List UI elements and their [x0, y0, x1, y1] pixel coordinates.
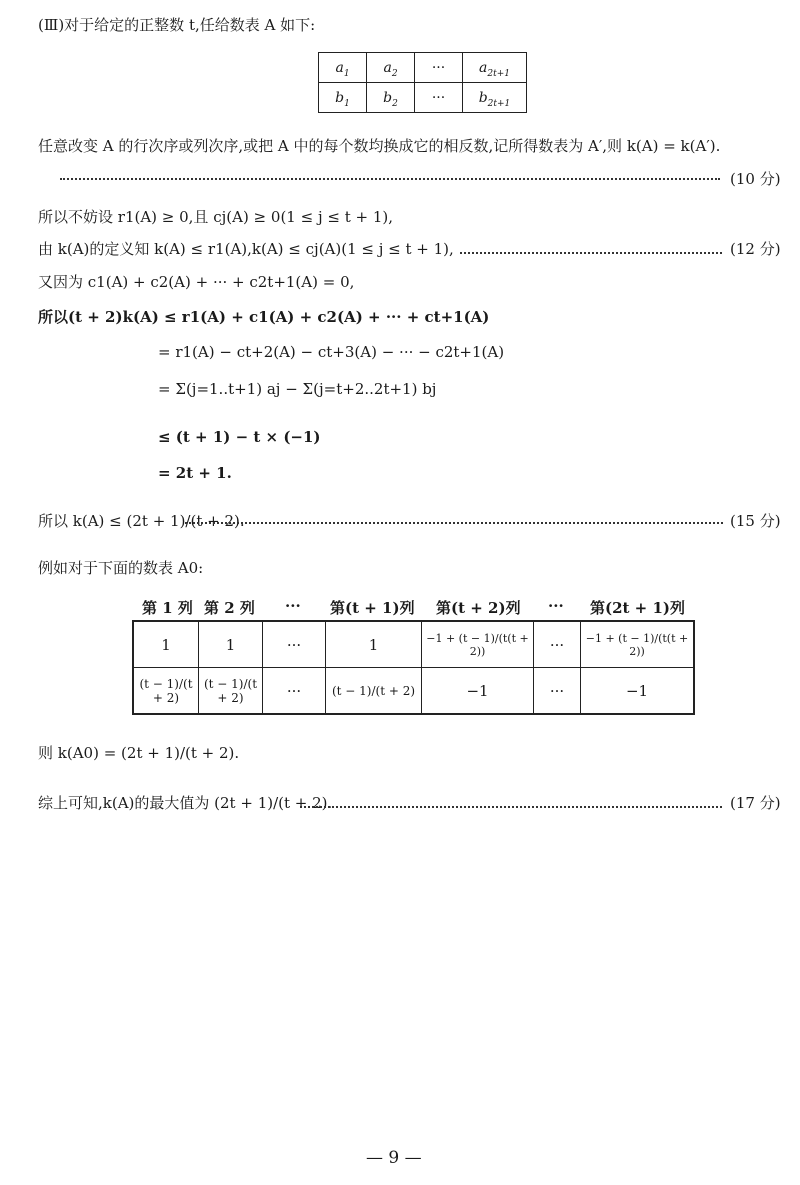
- line-then: 则 k(A0) = (2t + 1)/(t + 2).: [38, 744, 240, 762]
- score-17: (17 分): [730, 794, 781, 812]
- table-a0-cell: −1 + (t − 1)/(t(t + 2)): [422, 621, 534, 668]
- line-eq1: = r1(A) − ct+2(A) − ct+3(A) − ··· − c2t+1(A): [158, 343, 505, 361]
- table-a-cell: $a_2$: [367, 53, 415, 83]
- line-because: 又因为 c1(A) + c2(A) + ··· + c2t+1(A) = 0,: [38, 273, 355, 291]
- table-a0-cell: (t − 1)/(t + 2): [133, 668, 199, 715]
- score-12: (12 分): [730, 240, 781, 258]
- table-a-cell: ···: [415, 53, 463, 83]
- line-so: 所以(t + 2)k(A) ≤ r1(A) + c1(A) + c2(A) + ··· + ct+1(A): [38, 308, 490, 326]
- table-a0-cell: ···: [263, 668, 326, 715]
- table-a0-cell: 1: [133, 621, 199, 668]
- table-a0-cell: 1: [199, 621, 263, 668]
- line-example: 例如对于下面的数表 A0:: [38, 559, 204, 577]
- table-a0-cell: −1: [581, 668, 695, 715]
- table-a0-cell: 1: [326, 621, 422, 668]
- table-a0-cell: −1: [422, 668, 534, 715]
- col-header: ···: [285, 597, 301, 615]
- score-15: (15 分): [730, 512, 781, 530]
- line-change: 任意改变 A 的行次序或列次序,或把 A 中的每个数均换成它的相反数,记所得数表为 A′,则 k(A) = k(A′).: [38, 137, 721, 155]
- col-header: 第 2 列: [204, 599, 255, 617]
- table-a-cell: $b_1$: [319, 83, 367, 113]
- part3-intro: (Ⅲ)对于给定的正整数 t,任给数表 A 如下:: [38, 16, 316, 34]
- table-a-cell: $a_1$: [319, 53, 367, 83]
- page-number: — 9 —: [366, 1148, 422, 1168]
- line-final: 综上可知,k(A)的最大值为 (2t + 1)/(t + 2).: [38, 794, 333, 812]
- col-header: 第(t + 1)列: [330, 599, 415, 617]
- leader-dots: [460, 252, 722, 254]
- col-header: 第(2t + 1)列: [590, 599, 686, 617]
- table-a: [318, 52, 527, 113]
- line-eq2: = Σ(j=1..t+1) aj − Σ(j=t+2..2t+1) bj: [158, 380, 437, 398]
- table-a0: [132, 620, 695, 715]
- table-a0-cell: −1 + (t − 1)/(t(t + 2)): [581, 621, 695, 668]
- table-a0-cell: ···: [263, 621, 326, 668]
- line-assume: 所以不妨设 r1(A) ≥ 0,且 cj(A) ≥ 0(1 ≤ j ≤ t + 1),: [38, 208, 393, 226]
- table-a-cell: $a_{2t+1}$: [463, 53, 527, 83]
- col-header: ···: [548, 597, 564, 615]
- col-header: 第 1 列: [142, 599, 193, 617]
- line-eq3: ≤ (t + 1) − t × (−1): [158, 428, 321, 446]
- table-a0-cell: (t − 1)/(t + 2): [326, 668, 422, 715]
- table-a-cell: $b_{2t+1}$: [463, 83, 527, 113]
- leader-dots: [300, 806, 722, 808]
- table-a0-cell: ···: [534, 668, 581, 715]
- table-a0-cell: (t − 1)/(t + 2): [199, 668, 263, 715]
- line-definition: 由 k(A)的定义知 k(A) ≤ r1(A),k(A) ≤ cj(A)(1 ≤ j ≤ t + 1),: [38, 240, 454, 258]
- leader-dots: [185, 522, 723, 524]
- table-a-cell: ···: [415, 83, 463, 113]
- leader-dots: [60, 178, 720, 180]
- score-10: (10 分): [730, 170, 781, 188]
- line-eq4: = 2t + 1.: [158, 464, 232, 482]
- table-a0-cell: ···: [534, 621, 581, 668]
- line-conclude: 所以 k(A) ≤ (2t + 1)/(t + 2).: [38, 512, 245, 530]
- col-header: 第(t + 2)列: [436, 599, 521, 617]
- table-a-cell: $b_2$: [367, 83, 415, 113]
